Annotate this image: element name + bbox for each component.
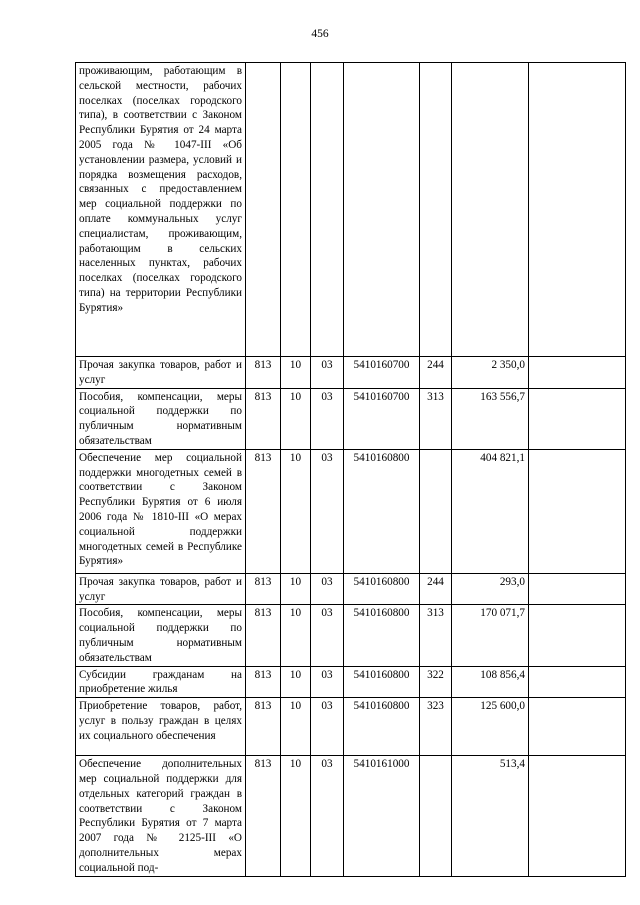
cell-amount: 170 071,7 (452, 605, 529, 666)
cell-description: Прочая закупка товаров, работ и услуг (76, 573, 246, 605)
cell-extra (529, 666, 626, 698)
cell-description: Обеспечение мер социальной поддержки многодетных семей в соответствии с Законом Республики Бурятия от 6 июля 2006 года № 1810-III «О мерах социальной поддержки многодетных семей в Республике Бурятия» (76, 449, 246, 573)
cell-target-item-code: 5410160800 (344, 666, 420, 698)
cell-department-code: 813 (246, 573, 281, 605)
cell-expense-type-code: 322 (420, 666, 452, 698)
cell-section-code: 10 (281, 666, 311, 698)
cell-section-code: 10 (281, 605, 311, 666)
table-row (76, 388, 626, 449)
table-row (76, 605, 626, 666)
cell-expense-type-code: 244 (420, 357, 452, 389)
cell-subsection-code: 03 (311, 666, 344, 698)
cell-target-item-code: 5410160800 (344, 573, 420, 605)
cell-extra (529, 698, 626, 756)
cell-extra (529, 605, 626, 666)
cell-subsection-code: 03 (311, 573, 344, 605)
table-row (76, 756, 626, 876)
cell-department-code: 813 (246, 698, 281, 756)
cell-section-code: 10 (281, 573, 311, 605)
cell-target-item-code: 5410161000 (344, 756, 420, 876)
cell-target-item-code: 5410160700 (344, 388, 420, 449)
cell-extra (529, 357, 626, 389)
cell-subsection-code: 03 (311, 756, 344, 876)
cell-section-code: 10 (281, 357, 311, 389)
table-row (76, 63, 626, 357)
cell-description: Пособия, компенсации, меры социальной поддержки по публичным нормативным обязательствам (76, 388, 246, 449)
cell-description: Пособия, компенсации, меры социальной поддержки по публичным нормативным обязательствам (76, 605, 246, 666)
cell-subsection-code: 03 (311, 449, 344, 573)
cell-amount: 108 856,4 (452, 666, 529, 698)
cell-section-code: 10 (281, 756, 311, 876)
table-row (76, 449, 626, 573)
table-row (76, 357, 626, 389)
cell-amount (452, 63, 529, 357)
cell-target-item-code (344, 63, 420, 357)
cell-amount: 404 821,1 (452, 449, 529, 573)
table-row (76, 666, 626, 698)
cell-section-code: 10 (281, 698, 311, 756)
cell-expense-type-code: 323 (420, 698, 452, 756)
cell-subsection-code: 03 (311, 698, 344, 756)
cell-department-code: 813 (246, 388, 281, 449)
cell-expense-type-code: 313 (420, 388, 452, 449)
cell-section-code: 10 (281, 388, 311, 449)
cell-extra (529, 573, 626, 605)
cell-expense-type-code: 313 (420, 605, 452, 666)
cell-subsection-code: 03 (311, 388, 344, 449)
cell-target-item-code: 5410160800 (344, 449, 420, 573)
cell-target-item-code: 5410160800 (344, 605, 420, 666)
cell-department-code (246, 63, 281, 357)
cell-amount: 2 350,0 (452, 357, 529, 389)
budget-table (75, 62, 626, 877)
table-row (76, 698, 626, 756)
cell-target-item-code: 5410160700 (344, 357, 420, 389)
cell-target-item-code: 5410160800 (344, 698, 420, 756)
cell-department-code: 813 (246, 605, 281, 666)
cell-department-code: 813 (246, 756, 281, 876)
cell-amount: 163 556,7 (452, 388, 529, 449)
cell-expense-type-code (420, 63, 452, 357)
page-number: 456 (311, 28, 329, 40)
cell-amount: 125 600,0 (452, 698, 529, 756)
table-body (76, 63, 626, 877)
cell-extra (529, 63, 626, 357)
cell-expense-type-code (420, 449, 452, 573)
cell-description: Приобретение товаров, работ, услуг в пользу граждан в целях их социального обеспечения (76, 698, 246, 756)
cell-amount: 513,4 (452, 756, 529, 876)
cell-section-code (281, 63, 311, 357)
cell-extra (529, 449, 626, 573)
cell-description: проживающим, работающим в сельской местности, рабочих поселках (поселках городского типа), в соответствии с Законом Республики Бурятия от 24 марта 2005 года № 1047-III «Об установлении размера, условий и порядка возмещения расходов, связанных с предоставлением мер социальной поддержки по оплате коммунальных услуг специалистам, проживающим, работающим в сельских населенных пунктах, рабочих поселках (поселках городского типа) на территории Республики Бурятия» (76, 63, 246, 357)
cell-expense-type-code: 244 (420, 573, 452, 605)
cell-extra (529, 756, 626, 876)
cell-description: Обеспечение дополнительных мер социальной поддержки для отдельных категорий граждан в соответствии с Законом Республики Бурятия от 7 марта 2007 года № 2125-III «О дополнительных мерах социальной под- (76, 756, 246, 876)
cell-description: Субсидии гражданам на приобретение жилья (76, 666, 246, 698)
cell-subsection-code: 03 (311, 357, 344, 389)
table-row (76, 573, 626, 605)
cell-subsection-code: 03 (311, 605, 344, 666)
cell-department-code: 813 (246, 357, 281, 389)
cell-department-code: 813 (246, 666, 281, 698)
cell-section-code: 10 (281, 449, 311, 573)
cell-description: Прочая закупка товаров, работ и услуг (76, 357, 246, 389)
cell-expense-type-code (420, 756, 452, 876)
cell-subsection-code (311, 63, 344, 357)
cell-amount: 293,0 (452, 573, 529, 605)
cell-extra (529, 388, 626, 449)
cell-department-code: 813 (246, 449, 281, 573)
